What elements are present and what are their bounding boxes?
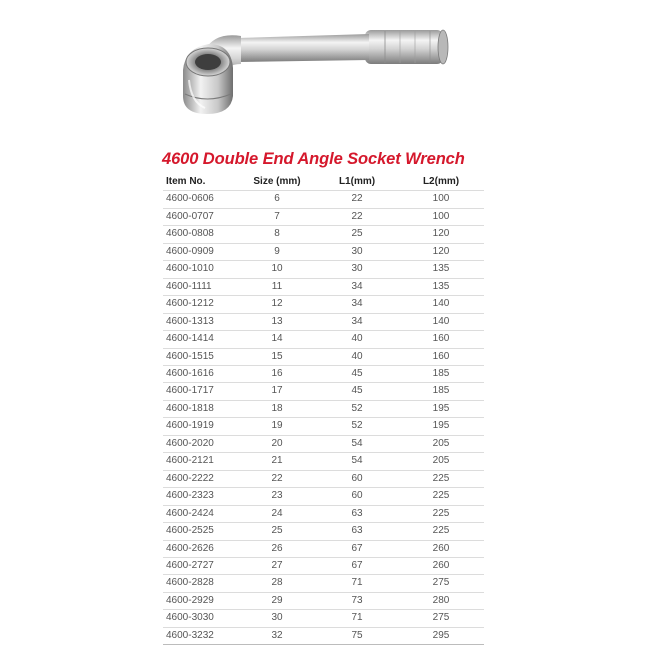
header-item-no: Item No.: [163, 174, 238, 191]
cell-l2: 185: [398, 365, 484, 382]
table-row: [163, 226, 484, 243]
cell-size: 28: [238, 575, 316, 592]
cell-l2: 120: [398, 243, 484, 260]
cell-l1: 52: [316, 418, 398, 435]
cell-l1: 34: [316, 296, 398, 313]
cell-l1: 73: [316, 592, 398, 609]
cell-l2: 295: [398, 627, 484, 644]
cell-l1: 40: [316, 331, 398, 348]
cell-l1: 71: [316, 610, 398, 627]
cell-size: 9: [238, 243, 316, 260]
cell-l2: 195: [398, 400, 484, 417]
table-row: [163, 191, 484, 208]
table-row: [163, 575, 484, 592]
header-l1: L1(mm): [316, 174, 398, 191]
cell-l2: 225: [398, 505, 484, 522]
cell-item-no: 4600-1818: [163, 400, 238, 417]
header-size: Size (mm): [238, 174, 316, 191]
cell-size: 17: [238, 383, 316, 400]
cell-l2: 205: [398, 453, 484, 470]
table-row: [163, 278, 484, 295]
table-row: [163, 557, 484, 574]
table-row: [163, 470, 484, 487]
cell-item-no: 4600-1111: [163, 278, 238, 295]
table-row: [163, 418, 484, 435]
cell-size: 20: [238, 435, 316, 452]
cell-l1: 54: [316, 435, 398, 452]
cell-l2: 135: [398, 278, 484, 295]
cell-l2: 195: [398, 418, 484, 435]
cell-size: 29: [238, 592, 316, 609]
table-row: [163, 331, 484, 348]
cell-l1: 63: [316, 523, 398, 540]
cell-l2: 140: [398, 313, 484, 330]
cell-l2: 275: [398, 610, 484, 627]
cell-l1: 54: [316, 453, 398, 470]
cell-size: 10: [238, 261, 316, 278]
cell-l1: 67: [316, 540, 398, 557]
cell-l2: 260: [398, 540, 484, 557]
cell-size: 16: [238, 365, 316, 382]
table-header-row: [163, 174, 484, 191]
cell-l1: 25: [316, 226, 398, 243]
cell-l2: 225: [398, 488, 484, 505]
cell-l1: 34: [316, 313, 398, 330]
cell-size: 32: [238, 627, 316, 644]
table-row: [163, 610, 484, 627]
table-row: [163, 592, 484, 609]
cell-l2: 185: [398, 383, 484, 400]
cell-l1: 60: [316, 488, 398, 505]
cell-l1: 67: [316, 557, 398, 574]
table-row: [163, 540, 484, 557]
table-row: [163, 400, 484, 417]
table-row: [163, 365, 484, 382]
specification-table: [163, 174, 484, 645]
cell-l1: 30: [316, 261, 398, 278]
cell-size: 12: [238, 296, 316, 313]
cell-size: 21: [238, 453, 316, 470]
table-row: [163, 453, 484, 470]
cell-l2: 225: [398, 470, 484, 487]
cell-item-no: 4600-2626: [163, 540, 238, 557]
cell-item-no: 4600-2525: [163, 523, 238, 540]
cell-item-no: 4600-1212: [163, 296, 238, 313]
table-row: [163, 505, 484, 522]
cell-size: 27: [238, 557, 316, 574]
cell-item-no: 4600-2222: [163, 470, 238, 487]
cell-l2: 120: [398, 226, 484, 243]
cell-l2: 260: [398, 557, 484, 574]
table-body: [163, 191, 484, 645]
cell-item-no: 4600-2828: [163, 575, 238, 592]
cell-item-no: 4600-0808: [163, 226, 238, 243]
cell-item-no: 4600-2424: [163, 505, 238, 522]
cell-size: 22: [238, 470, 316, 487]
table-row: [163, 243, 484, 260]
cell-l2: 160: [398, 348, 484, 365]
cell-l1: 45: [316, 383, 398, 400]
cell-size: 18: [238, 400, 316, 417]
cell-l1: 60: [316, 470, 398, 487]
header-l2: L2(mm): [398, 174, 484, 191]
cell-l2: 275: [398, 575, 484, 592]
cell-l2: 280: [398, 592, 484, 609]
cell-size: 30: [238, 610, 316, 627]
cell-l2: 135: [398, 261, 484, 278]
cell-l2: 205: [398, 435, 484, 452]
cell-l2: 160: [398, 331, 484, 348]
cell-size: 15: [238, 348, 316, 365]
cell-l2: 100: [398, 191, 484, 208]
cell-size: 7: [238, 208, 316, 225]
cell-l2: 100: [398, 208, 484, 225]
cell-size: 6: [238, 191, 316, 208]
cell-item-no: 4600-2323: [163, 488, 238, 505]
cell-l1: 30: [316, 243, 398, 260]
cell-item-no: 4600-0606: [163, 191, 238, 208]
cell-l1: 22: [316, 208, 398, 225]
table-row: [163, 435, 484, 452]
table-row: [163, 523, 484, 540]
wrench-product-image: [175, 22, 465, 118]
cell-size: 24: [238, 505, 316, 522]
table-row: [163, 313, 484, 330]
cell-item-no: 4600-0909: [163, 243, 238, 260]
cell-l1: 52: [316, 400, 398, 417]
cell-item-no: 4600-1616: [163, 365, 238, 382]
table-row: [163, 488, 484, 505]
angle-socket-wrench-icon: [175, 22, 465, 118]
cell-l1: 45: [316, 365, 398, 382]
cell-item-no: 4600-1010: [163, 261, 238, 278]
cell-item-no: 4600-3030: [163, 610, 238, 627]
cell-item-no: 4600-2727: [163, 557, 238, 574]
cell-l1: 22: [316, 191, 398, 208]
cell-item-no: 4600-2020: [163, 435, 238, 452]
cell-l1: 40: [316, 348, 398, 365]
table-row: [163, 383, 484, 400]
cell-l2: 140: [398, 296, 484, 313]
cell-l1: 75: [316, 627, 398, 644]
cell-l1: 63: [316, 505, 398, 522]
cell-size: 11: [238, 278, 316, 295]
cell-item-no: 4600-1313: [163, 313, 238, 330]
table-row: [163, 208, 484, 225]
cell-item-no: 4600-2929: [163, 592, 238, 609]
cell-item-no: 4600-1717: [163, 383, 238, 400]
cell-item-no: 4600-0707: [163, 208, 238, 225]
cell-item-no: 4600-1414: [163, 331, 238, 348]
cell-l1: 71: [316, 575, 398, 592]
cell-size: 25: [238, 523, 316, 540]
table-row: [163, 296, 484, 313]
table-row: [163, 627, 484, 644]
cell-size: 8: [238, 226, 316, 243]
cell-l1: 34: [316, 278, 398, 295]
cell-size: 14: [238, 331, 316, 348]
cell-item-no: 4600-3232: [163, 627, 238, 644]
cell-item-no: 4600-2121: [163, 453, 238, 470]
cell-item-no: 4600-1919: [163, 418, 238, 435]
cell-size: 26: [238, 540, 316, 557]
cell-size: 19: [238, 418, 316, 435]
cell-size: 13: [238, 313, 316, 330]
cell-size: 23: [238, 488, 316, 505]
table-row: [163, 261, 484, 278]
product-title: 4600 Double End Angle Socket Wrench: [162, 150, 465, 168]
cell-l2: 225: [398, 523, 484, 540]
cell-item-no: 4600-1515: [163, 348, 238, 365]
table-row: [163, 348, 484, 365]
